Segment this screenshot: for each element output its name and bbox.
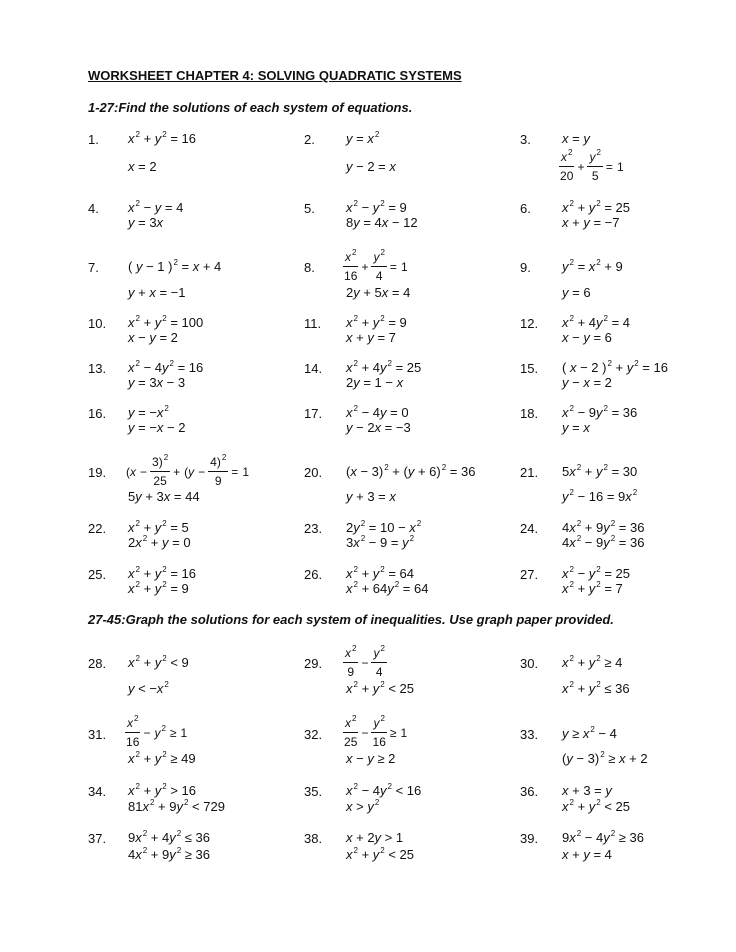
equation-first: ( x − 2 )$^2 + y^2 = 16$ [562, 359, 668, 375]
equation-second: 2y + 5x = 4 [346, 285, 411, 300]
equation-first: $9x^2 - 4y^2 \ge 36$ [562, 829, 645, 845]
equation-first: $x^2 - y^2 = 9$ [346, 199, 407, 215]
equation-second: y = 3x − 3 [128, 375, 186, 390]
equation-second: $x^2 + y^2 < 25$ [346, 846, 415, 862]
problem-number: 32. [304, 727, 323, 742]
equation-second: y − 2x = −3 [346, 420, 411, 435]
equation-first: $x^2 + 4y^2 = 25$ [346, 359, 422, 375]
equation-second: $x^2 + y^2 < 25$ [346, 680, 415, 696]
problem-number: 9. [520, 260, 531, 275]
equation-second: $x^2 + y^2 < 25$ [562, 798, 631, 814]
problem-number: 10. [88, 316, 107, 331]
equation-first: $y = -x^2$ [128, 404, 169, 420]
equation-second: y = 6 [562, 285, 591, 300]
equation-second: 2y = 1 − x [346, 375, 404, 390]
equation-second: x + y = 7 [346, 330, 396, 345]
problem-number: 16. [88, 406, 107, 421]
equation-first: $y = x^2$ [346, 130, 380, 146]
equation-first: $x^2 + y^2 = 5$ [128, 519, 189, 535]
problem-number: 15. [520, 361, 539, 376]
problem-number: 34. [88, 784, 107, 799]
equation-first: $x^2 - y^2 = 25$ [562, 565, 631, 581]
equation-first: $x^2 - 9y^2 = 36$ [562, 404, 638, 420]
equation-second: $3x^2 - 9 = y^2$ [346, 534, 415, 550]
problem-number: 29. [304, 656, 323, 671]
equation-first: $x^2 + y^2 > 16$ [128, 782, 197, 798]
equation-first: $(x - 3)^2 + (y + 6)^2 = 36$ [346, 463, 476, 479]
problem-number: 3. [520, 132, 531, 147]
problem-number: 12. [520, 316, 539, 331]
problem-number: 2. [304, 132, 315, 147]
problem-number: 30. [520, 656, 539, 671]
problem-number: 11. [304, 316, 322, 331]
equation-second: $\frac{x^2}{20}$ + $\frac{y^2}{5}$ = 1 [560, 148, 624, 183]
problem-number: 21. [520, 465, 539, 480]
equation-first: $x^2 - 4y = 0$ [346, 404, 409, 420]
equation-second: $x^2 + y^2 \ge 49$ [128, 750, 196, 766]
equation-second: $2x^2 + y = 0$ [128, 534, 191, 550]
equation-second: x + y = 4 [562, 847, 612, 862]
equation-first: $9x^2 + 4y^2 \le 36$ [128, 829, 211, 845]
equation-first: x + 2y > 1 [346, 830, 404, 845]
problem-number: 19. [88, 465, 107, 480]
problem-number: 5. [304, 201, 315, 216]
equation-second: $(y - 3)^2 \ge x + 2$ [562, 750, 648, 766]
equation-second: x − y = 6 [562, 330, 612, 345]
problem-number: 7. [88, 260, 99, 275]
equation-second: $4x^2 + 9y^2 \ge 36$ [128, 846, 211, 862]
equation-first: $x^2 + y^2 = 9$ [346, 314, 407, 330]
problem-number: 20. [304, 465, 323, 480]
equation-second: y = 3x [128, 215, 164, 230]
problem-number: 13. [88, 361, 107, 376]
section-1-instructions: 1-27:Find the solutions of each system of equations. [88, 100, 413, 115]
problem-number: 31. [88, 727, 107, 742]
problem-number: 37. [88, 831, 107, 846]
problem-number: 6. [520, 201, 531, 216]
equation-second: $y^2 - 16 = 9x^2$ [562, 488, 638, 504]
equation-second: $4x^2 - 9y^2 = 36$ [562, 534, 645, 550]
equation-second: $y < -x^2$ [128, 680, 169, 696]
equation-second: y + 3 = x [346, 489, 396, 504]
equation-second: y − 2 = x [346, 159, 396, 174]
equation-first: $x^2 - y = 4$ [128, 199, 184, 215]
equation-second: x − y = 2 [128, 330, 178, 345]
equation-first: x + 3 = y [562, 783, 612, 798]
equation-first: $\frac{x^2}{16}$ − $y^2 \ge 1$ [126, 714, 188, 749]
problem-number: 24. [520, 521, 539, 536]
equation-first: $x^2 - 4y^2 < 16$ [346, 782, 422, 798]
equation-second: y = x [562, 420, 590, 435]
equation-first: $4x^2 + 9y^2 = 36$ [562, 519, 645, 535]
problem-number: 23. [304, 521, 323, 536]
problem-number: 35. [304, 784, 323, 799]
problem-number: 17. [304, 406, 323, 421]
equation-first: $x^2 + y^2 = 16$ [128, 130, 197, 146]
equation-second: x + y = −7 [562, 215, 620, 230]
equation-second: $x^2 + y^2 = 9$ [128, 580, 189, 596]
problem-number: 25. [88, 567, 107, 582]
problem-number: 22. [88, 521, 107, 536]
equation-first: $x^2 + y^2 = 25$ [562, 199, 631, 215]
equation-first: $\frac{x^2}{16}$ + $\frac{y^2}{4}$ = 1 [344, 248, 408, 283]
equation-first: $\frac{x^2}{9}$ − $\frac{y^2}{4}$ [345, 644, 385, 679]
problem-number: 36. [520, 784, 539, 799]
problem-number: 33. [520, 727, 539, 742]
equation-second: y − x = 2 [562, 375, 612, 390]
problem-number: 1. [88, 132, 99, 147]
equation-first: $x^2 - 4y^2 = 16$ [128, 359, 204, 375]
equation-second: 8y = 4x − 12 [346, 215, 418, 230]
problem-number: 28. [88, 656, 107, 671]
equation-second: y = −x − 2 [128, 420, 186, 435]
problem-number: 27. [520, 567, 539, 582]
problem-number: 8. [304, 260, 315, 275]
equation-first: $\frac{x^2}{25}$ − $\frac{y^2}{16}$ ≥ 1 [344, 714, 408, 749]
equation-first: (x − $\frac{3)^2}{25}$ + (y − $\frac{4)^2}{9}$ = 1 [126, 453, 249, 488]
problem-number: 38. [304, 831, 323, 846]
equation-first: ( y − 1 )$^2$ = x + 4 [128, 258, 222, 274]
equation-first: x = y [562, 131, 590, 146]
equation-second: $x^2 + y^2 = 7$ [562, 580, 623, 596]
equation-second: x = 2 [128, 159, 157, 174]
equation-second: $x^2 + 64y^2 = 64$ [346, 580, 429, 596]
problem-number: 14. [304, 361, 323, 376]
equation-first: $5x^2 + y^2 = 30$ [562, 463, 638, 479]
equation-second: $x > y^2$ [346, 798, 380, 814]
equation-first: $x^2 + y^2 \ge 4$ [562, 654, 623, 670]
equation-second: x − y ≥ 2 [346, 751, 396, 766]
equation-first: $x^2 + y^2 = 64$ [346, 565, 415, 581]
equation-second: y + x = −1 [128, 285, 186, 300]
equation-second: 5y + 3x = 44 [128, 489, 200, 504]
equation-first: $x^2 + 4y^2 = 4$ [562, 314, 630, 330]
problem-number: 39. [520, 831, 539, 846]
problem-number: 18. [520, 406, 539, 421]
equation-first: $y \ge x^2 - 4$ [562, 725, 617, 741]
worksheet-title: WORKSHEET CHAPTER 4: SOLVING QUADRATIC SYSTEMS [88, 68, 462, 83]
equation-second: $81x^2 + 9y^2 < 729$ [128, 798, 225, 814]
problem-number: 26. [304, 567, 323, 582]
equation-first: $x^2 + y^2 = 100$ [128, 314, 204, 330]
equation-first: $x^2 + y^2 = 16$ [128, 565, 197, 581]
equation-first: $y^2 = x^2 + 9$ [562, 258, 623, 274]
section-2-instructions: 27-45:Graph the solutions for each system of inequalities. Use graph paper provided. [88, 612, 614, 627]
equation-second: $x^2 + y^2 \le 36$ [562, 680, 630, 696]
equation-first: $x^2 + y^2 < 9$ [128, 654, 189, 670]
problem-number: 4. [88, 201, 99, 216]
equation-first: $2y^2 = 10 - x^2$ [346, 519, 422, 535]
